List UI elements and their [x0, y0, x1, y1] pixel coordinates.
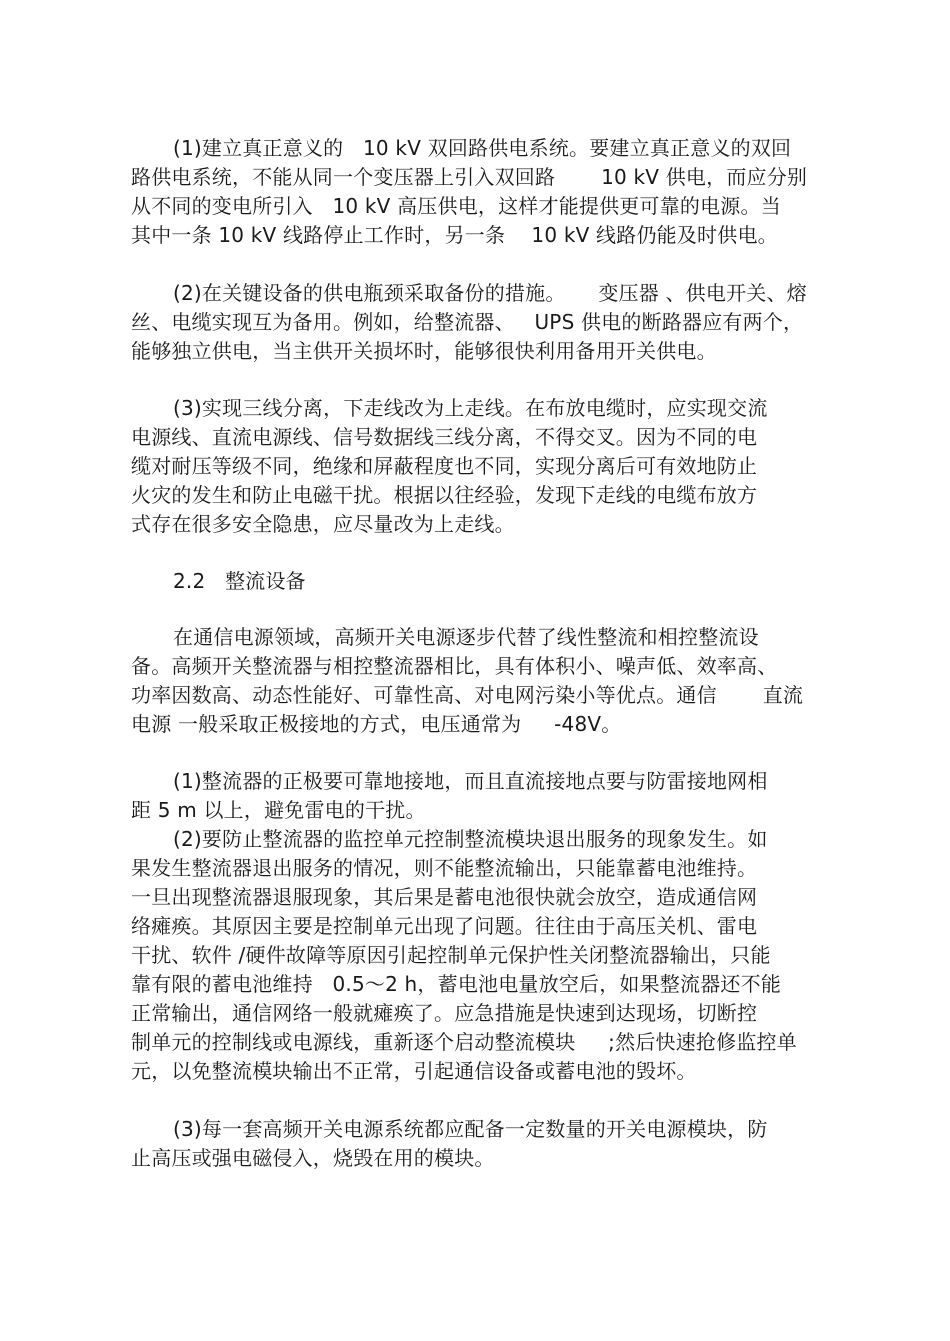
paragraph-3-line-5: 式存在很多安全隐患，应尽量改为上走线。	[131, 512, 515, 536]
paragraph-7-line-1: (3)每一套高频开关电源系统都应配备一定数量的开关电源模块，防	[173, 1117, 768, 1141]
paragraph-6-line-9: 元，以免整流模块输出不正常，引起通信设备或蓄电池的毁坏。	[131, 1059, 697, 1083]
paragraph-6-line-1: (2)要防止整流器的监控单元控制整流模块退出服务的现象发生。如	[173, 827, 768, 851]
paragraph-3-line-3: 缆对耐压等级不同，绝缘和屏蔽程度也不同，实现分离后可有效地防止	[131, 454, 758, 478]
paragraph-2-line-2: 丝、电缆实现互为备用。例如，给整流器、 UPS 供电的断路器应有两个，	[131, 310, 804, 334]
paragraph-2-line-3: 能够独立供电，当主供开关损坏时，能够很快利用备用开关供电。	[131, 339, 717, 363]
paragraph-6-line-5: 干扰、软件 /硬件故障等原因引起控制单元保护性关闭整流器输出，只能	[131, 943, 771, 967]
paragraph-3-line-4: 火灾的发生和防止电磁干扰。根据以往经验，发现下走线的电缆布放方	[131, 483, 758, 507]
paragraph-4-line-1: 在通信电源领域，高频开关电源逐步代替了线性整流和相控整流设	[173, 625, 759, 649]
paragraph-3-line-2: 电源线、直流电源线、信号数据线三线分离，不得交叉。因为不同的电	[131, 425, 758, 449]
paragraph-1-line-2: 路供电系统，不能从同一个变压器上引入双回路 10 kV 供电，而应分别	[131, 165, 808, 189]
paragraph-4-line-4: 电源 一般采取正极接地的方式，电压通常为 -48V。	[131, 712, 622, 736]
paragraph-6-line-3: 一旦出现整流器退服现象，其后果是蓄电池很快就会放空，造成通信网	[131, 885, 758, 909]
paragraph-1-line-4: 其中一条 10 kV 线路停止工作时，另一条 10 kV 线路仍能及时供电。	[131, 223, 778, 247]
paragraph-6-line-7: 正常输出，通信网络一般就瘫痪了。应急措施是快速到达现场，切断控	[131, 1001, 758, 1025]
paragraph-2-line-1: (2)在关键设备的供电瓶颈采取备份的措施。 变压器 、供电开关、熔	[173, 281, 807, 305]
paragraph-1-line-1: (1)建立真正意义的 10 kV 双回路供电系统。要建立真正意义的双回	[173, 136, 792, 160]
paragraph-5-line-2: 距 5 m 以上，避免雷电的干扰。	[131, 798, 426, 822]
paragraph-6-line-8: 制单元的控制线或电源线，重新逐个启动整流模块 ;然后快速抢修监控单	[131, 1030, 797, 1054]
paragraph-4-line-3: 功率因数高、动态性能好、可靠性高、对电网污染小等优点。通信 直流	[131, 683, 804, 707]
paragraph-6-line-6: 靠有限的蓄电池维持 0.5～2 h，蓄电池电量放空后，如果整流器还不能	[131, 972, 782, 996]
paragraph-5-line-1: (1)整流器的正极要可靠地接地，而且直流接地点要与防雷接地网相	[173, 769, 768, 793]
paragraph-6-line-4: 络瘫痪。其原因主要是控制单元出现了问题。往往由于高压关机、雷电	[131, 914, 758, 938]
paragraph-3-line-1: (3)实现三线分离，下走线改为上走线。在布放电缆时，应实现交流	[173, 396, 768, 420]
section-heading: 2.2 整流设备	[173, 569, 306, 593]
paragraph-1-line-3: 从不同的变电所引入 10 kV 高压供电，这样才能提供更可靠的电源。当	[131, 194, 781, 218]
paragraph-7-line-2: 止高压或强电磁侵入，烧毁在用的模块。	[131, 1146, 495, 1170]
paragraph-4-line-2: 备。高频开关整流器与相控整流器相比，具有体积小、噪声低、效率高、	[131, 654, 778, 678]
paragraph-6-line-2: 果发生整流器退出服务的情况，则不能整流输出，只能靠蓄电池维持。	[131, 856, 758, 880]
